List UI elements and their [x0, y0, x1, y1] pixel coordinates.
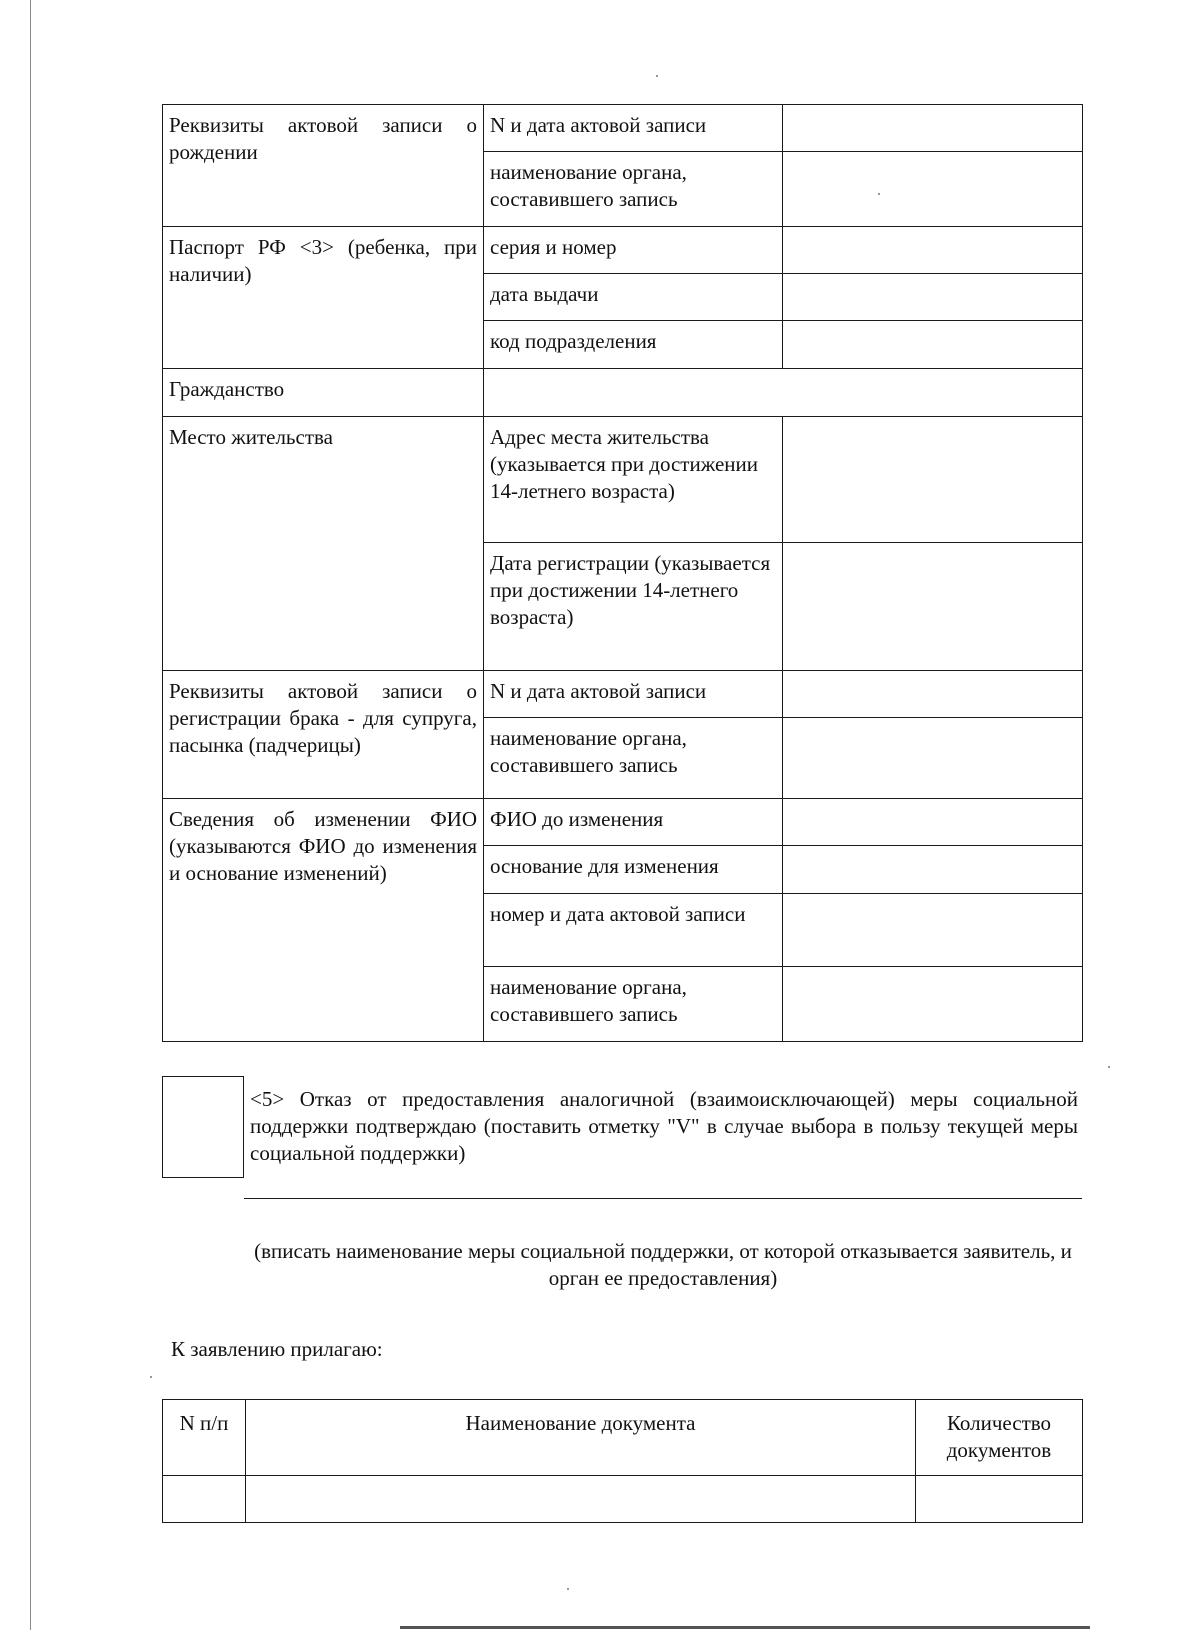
name-change-reason-label: основание для изменения	[484, 846, 783, 894]
marriage-record-number-date-label: N и дата актовой записи	[484, 671, 783, 718]
scan-edge-left	[30, 0, 31, 1630]
residence-label: Место жительства	[163, 417, 484, 671]
marriage-record-number-date-field[interactable]	[783, 671, 1083, 718]
refusal-checkbox[interactable]	[162, 1076, 244, 1178]
scan-speck	[656, 75, 658, 77]
column-header-number: N п/п	[163, 1400, 246, 1476]
scan-edge-bottom	[400, 1626, 1090, 1629]
residence-address-label: Адрес места жительства (указывается при достижении 14-летнего возраста)	[484, 417, 783, 543]
attachments-heading: К заявлению прилагаю:	[171, 1337, 383, 1361]
passport-department-code-field[interactable]	[783, 321, 1083, 369]
residence-address-field[interactable]	[783, 417, 1083, 543]
birth-record-authority-label: наименование органа, составившего запись	[484, 152, 783, 227]
social-support-measure-caption: (вписать наименование меры социальной поддержки, от которой отказывается заявитель, и орган ее предоставления)	[254, 1239, 1072, 1290]
social-support-measure-input-line[interactable]	[244, 1198, 1082, 1199]
name-change-record-number-date-label: номер и дата актовой записи	[484, 894, 783, 967]
birth-record-label: Реквизиты актовой записи о рождении	[163, 105, 484, 227]
attachment-number-field[interactable]	[163, 1476, 246, 1523]
citizenship-field[interactable]	[484, 369, 1083, 417]
passport-issue-date-field[interactable]	[783, 274, 1083, 321]
registration-date-field[interactable]	[783, 543, 1083, 671]
previous-name-field[interactable]	[783, 799, 1083, 846]
name-change-label: Сведения об изменении ФИО (указываются ФИО до изменения и основание изменений)	[163, 799, 484, 1042]
passport-label: Паспорт РФ <3> (ребенка, при наличии)	[163, 227, 484, 369]
name-change-authority-field[interactable]	[783, 967, 1083, 1042]
attachment-document-name-field[interactable]	[246, 1476, 916, 1523]
passport-series-number-label: серия и номер	[484, 227, 783, 274]
applicant-details-table	[162, 104, 1083, 1042]
name-change-authority-label: наименование органа, составившего запись	[484, 967, 783, 1042]
marriage-record-label: Реквизиты актовой записи о регистрации брака - для супруга, пасынка (падчерицы)	[163, 671, 484, 799]
passport-department-code-label: код подразделения	[484, 321, 783, 369]
column-header-document-count: Количество документов	[916, 1400, 1083, 1476]
attachment-document-count-field[interactable]	[916, 1476, 1083, 1523]
scan-speck	[150, 1376, 152, 1378]
citizenship-label: Гражданство	[163, 369, 484, 417]
scan-speck	[567, 1588, 569, 1590]
passport-issue-date-label: дата выдачи	[484, 274, 783, 321]
registration-date-label: Дата регистрации (указывается при достижении 14-летнего возраста)	[484, 543, 783, 671]
passport-series-number-field[interactable]	[783, 227, 1083, 274]
birth-record-number-date-field[interactable]	[783, 105, 1083, 152]
previous-name-label: ФИО до изменения	[484, 799, 783, 846]
birth-record-number-date-label: N и дата актовой записи	[484, 105, 783, 152]
name-change-reason-field[interactable]	[783, 846, 1083, 894]
birth-record-authority-field[interactable]	[783, 152, 1083, 227]
marriage-record-authority-label: наименование органа, составившего запись	[484, 718, 783, 799]
attachments-table	[162, 1399, 1083, 1523]
column-header-document-name: Наименование документа	[246, 1400, 916, 1476]
marriage-record-authority-field[interactable]	[783, 718, 1083, 799]
refusal-statement: <5> Отказ от предоставления аналогичной (взаимоисключающей) меры социальной поддержки подтверждаю (поставить отметку "V" в случае выбора в пользу текущей меры социальной поддержки)	[250, 1087, 1078, 1165]
scan-speck	[1108, 1066, 1110, 1068]
name-change-record-number-date-field[interactable]	[783, 894, 1083, 967]
